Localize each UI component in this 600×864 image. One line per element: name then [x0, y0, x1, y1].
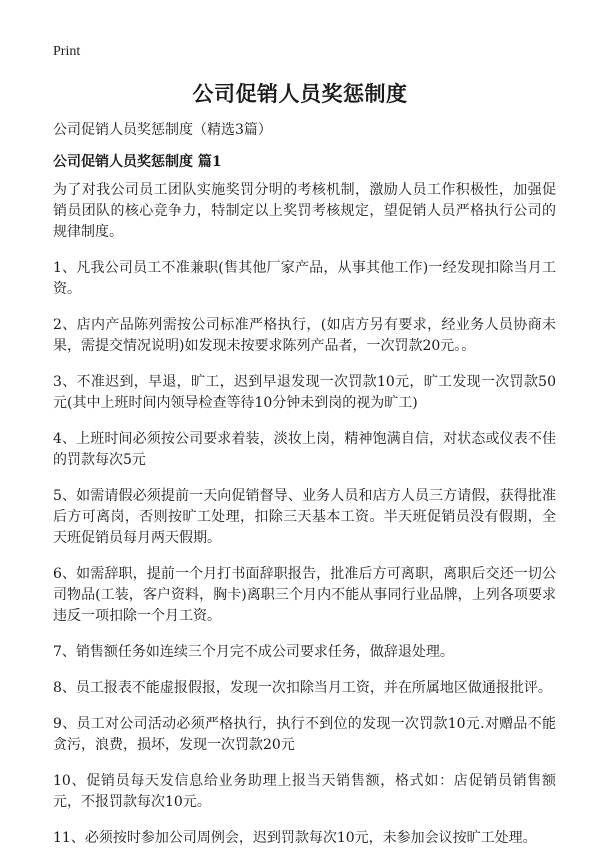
document-subtitle: 公司促销人员奖惩制度（精选3篇） [53, 122, 272, 138]
section-heading: 公司促销人员奖惩制度 篇1 [53, 154, 222, 170]
rule-item-11: 11、必须按时参加公司周例会，迟到罚款每次10元，未参加会议按旷工处理。 [53, 830, 537, 846]
rule-item-6: 6、如需辞职，提前一个月打书面辞职报告，批准后方可离职，离职后交还一切公司物品(工装，客户资料，胸卡)离职三个月内不能从事同行业品牌，上列各项要求违反一项扣除一个月工资。 [53, 566, 556, 624]
document-body [53, 180, 556, 864]
rule-item-5: 5、如需请假必须提前一天向促销督导、业务人员和店方人员三方请假，获得批准后方可离岗，否则按旷工处理，扣除三天基本工资。半天班促销员没有假期，全天班促销员每月两天假期。 [53, 488, 556, 546]
rule-item-10: 10、促销员每天发信息给业务助理上报当天销售额，格式如：店促销员销售额元，不报罚款每次10元。 [53, 773, 556, 810]
page-title: 公司促销人员奖惩制度 [192, 81, 408, 106]
rule-item-1: 1、凡我公司员工不准兼职(售其他厂家产品，从事其他工作)一经发现扣除当月工资。 [53, 260, 556, 297]
intro-paragraph: 为了对我公司员工团队实施奖罚分明的考核机制，激励人员工作积极性，加强促销员团队的核心竞争力，特制定以上奖罚考核规定，望促销人员严格执行公司的规律制度。 [53, 182, 556, 240]
rule-item-8: 8、员工报表不能虚报假报，发现一次扣除当月工资，并在所属地区做通报批评。 [53, 680, 552, 696]
rule-item-4: 4、上班时间必须按公司要求着装，淡妆上岗，精神饱满自信，对状态或仪表不佳的罚款每次5元 [53, 431, 556, 468]
rule-item-2: 2、店内产品陈列需按公司标准严格执行，(如店方另有要求，经业务人员协商未果，需提交情况说明)如发现未按要求陈列产品者，一次罚款20元。。 [53, 317, 556, 354]
rule-item-9: 9、员工对公司活动必须严格执行，执行不到位的发现一次罚款10元.对赠品不能贪污，浪费，损坏，发现一次罚款20元 [53, 716, 556, 753]
rule-item-3: 3、不准迟到，早退，旷工，迟到早退发现一次罚款10元，旷工发现一次罚款50元(其中上班时间内领导检查等待10分钟未到岗的视为旷工) [53, 374, 556, 411]
print-link[interactable]: Print [53, 44, 81, 59]
rule-item-7: 7、销售额任务如连续三个月完不成公司要求任务，做辞退处理。 [53, 644, 454, 660]
